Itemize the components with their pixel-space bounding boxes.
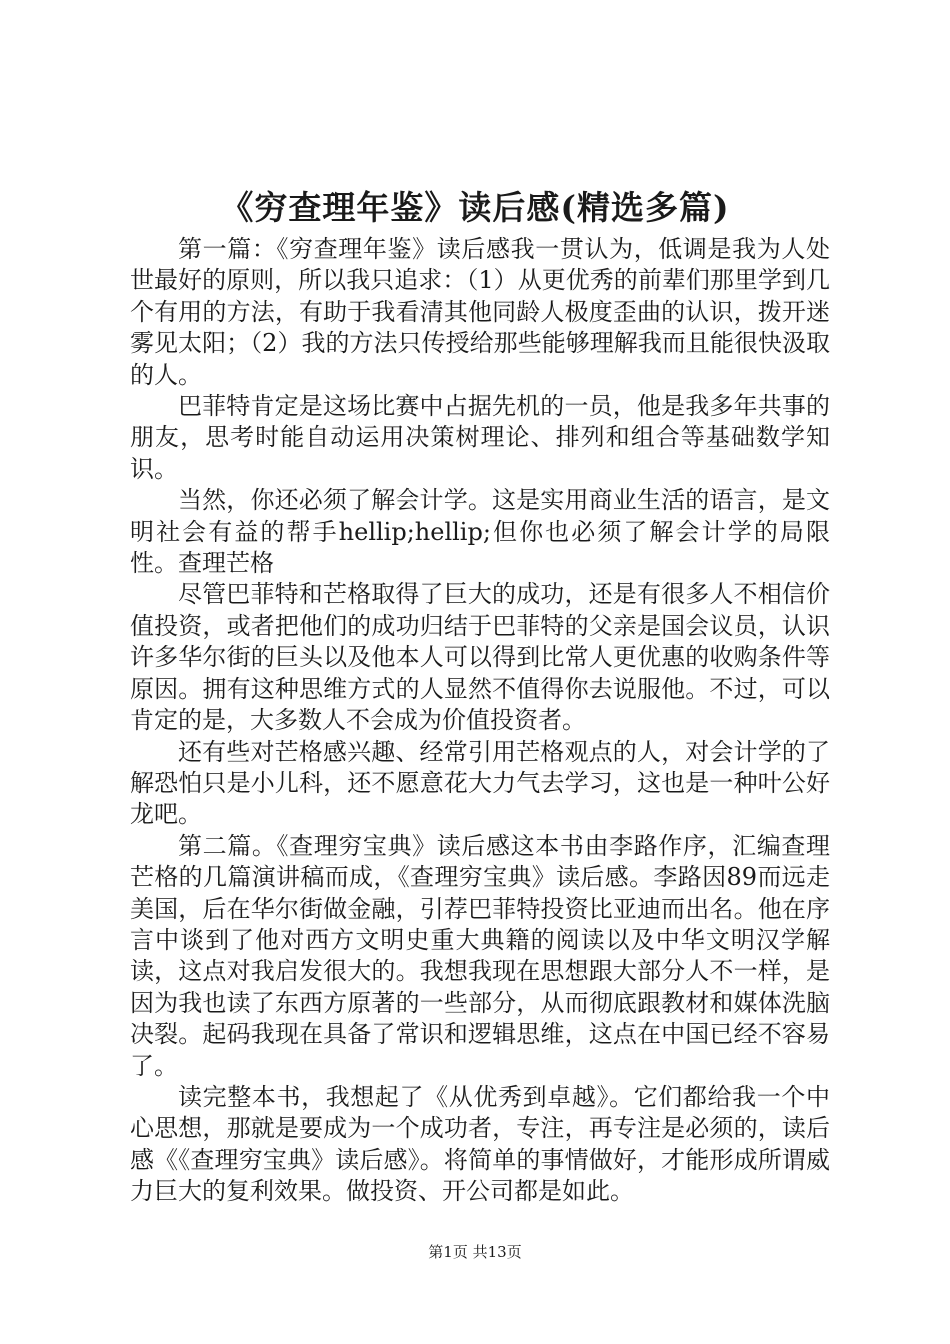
paragraph: 尽管巴菲特和芒格取得了巨大的成功，还是有很多人不相信价值投资，或者把他们的成功归结于巴菲特的父亲是国会议员，认识许多华尔街的巨头以及他本人可以得到比常人更优惠的收购条件等原因。拥有这种思维方式的人显然不值得你去说服他。不过，可以肯定的是，大多数人不会成为价值投资者。 xyxy=(130,580,830,735)
document-body xyxy=(130,234,830,1208)
paragraph: 读完整本书，我想起了《从优秀到卓越》。它们都给我一个中心思想，那就是要成为一个成功者，专注，再专注是必须的，读后感《《查理穷宝典》读后感》。将简单的事情做好，才能形成所谓威力巨大的复利效果。做投资、开公司都是如此。 xyxy=(130,1082,830,1206)
page-number-footer: 第1页 共13页 xyxy=(428,1243,522,1261)
paragraph: 当然，你还必须了解会计学。这是实用商业生活的语言，是文明社会有益的帮手hellip;hellip;但你也必须了解会计学的局限性。查理芒格 xyxy=(130,486,830,578)
paragraph: 还有些对芒格感兴趣、经常引用芒格观点的人，对会计学的了解恐怕只是小儿科，还不愿意花大力气去学习，这也是一种叶公好龙吧。 xyxy=(130,737,830,829)
paragraph: 第一篇：《穷查理年鉴》读后感我一贯认为，低调是我为人处世最好的原则，所以我只追求：（1）从更优秀的前辈们那里学到几个有用的方法，有助于我看清其他同龄人极度歪曲的认识，拨开迷雾见太阳；（2）我的方法只传授给那些能够理解我而且能很快汲取的人。 xyxy=(130,235,830,389)
paragraph: 第二篇。《查理穷宝典》读后感这本书由李路作序，汇编查理芒格的几篇演讲稿而成，《查理穷宝典》读后感。李路因89而远走美国，后在华尔街做金融，引荐巴菲特投资比亚迪而出名。他在序言中谈到了他对西方文明史重大典籍的阅读以及中华文明汉学解读，这点对我启发很大的。我想我现在思想跟大部分人不一样，是因为我也读了东西方原著的一些部分，从而彻底跟教材和媒体洗脑决裂。起码我现在具备了常识和逻辑思维，这点在中国已经不容易了。 xyxy=(130,831,830,1080)
document-title: 《穷查理年鉴》读后感(精选多篇) xyxy=(220,188,730,227)
paragraph: 巴菲特肯定是这场比赛中占据先机的一员，他是我多年共事的朋友，思考时能自动运用决策树理论、排列和组合等基础数学知识。 xyxy=(130,392,830,483)
